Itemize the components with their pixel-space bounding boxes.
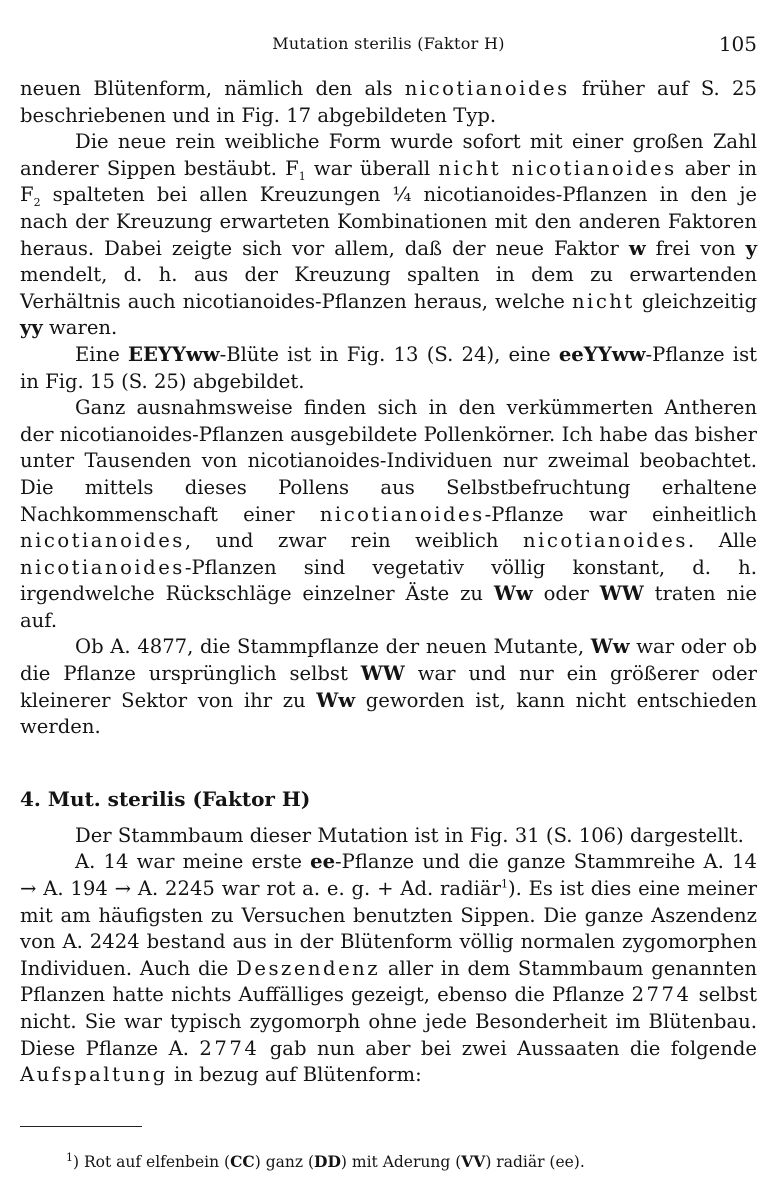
footnote-marker: 1 bbox=[66, 1150, 73, 1164]
paragraph-6: Der Stammbaum dieser Mutation ist in Fig. 31 (S. 106) dargestellt. bbox=[75, 823, 744, 847]
body-text bbox=[20, 76, 757, 1089]
paragraph-4: Ganz ausnahmsweise finden sich in den verkümmerten Antheren der nicotianoides-Pflanzen ausgebildete Pollenkörner. Ich habe das bisher unter Tausenden von nicotianoides-Individuen nur zweimal beobachtet. Die mittels dieses Pollens aus Selbstbefruchtung erhaltene Nachkommenschaft einer nicotianoides-Pflanze war einheitlich nicotianoides, und zwar rein weiblich nicotianoides. Alle nicotianoides-Pflanzen sind vegetativ völlig konstant, d. h. irgendwelche Rückschläge einzelner Äste zu Ww oder WW traten nie auf. bbox=[20, 396, 758, 632]
paragraph-3: Eine EEYYww-Blüte ist in Fig. 13 (S. 24), eine eeYYww-Pflanze ist in Fig. 15 (S. 25) abgebildet. bbox=[20, 342, 758, 393]
paragraph-2: Die neue rein weibliche Form wurde sofort mit einer großen Zahl anderer Sippen bestäubt. $F_1$ war überall nicht nicotianoides aber in $F_2$ spalteten bei allen Kreuzungen ¼ nicotianoides-Pflanzen in den je nach der Kreuzung erwarteten Kombinationen mit den anderen Faktoren heraus. Dabei zeigte sich vor allem, daß der neue Faktor w frei von y mendelt, d. h. aus der Kreuzung spalten in dem zu erwartenden Verhältnis auch nicotianoides-Pflanzen heraus, welche nicht gleichzeitig yy waren. bbox=[20, 130, 758, 340]
section-heading: 4. Mut. sterilis (Faktor H) bbox=[20, 786, 311, 811]
paragraph-1: neuen Blütenform, nämlich den als nicotianoides früher auf S. 25 beschriebenen und in Fig. 17 abgebildeten Typ. bbox=[20, 77, 757, 127]
paragraph-5: Ob A. 4877, die Stammpflanze der neuen Mutante, Ww war oder ob die Pflanze ursprünglich selbst WW war und nur ein größerer oder kleinerer Sektor von ihr zu Ww geworden ist, kann nicht entschieden werden. bbox=[20, 635, 757, 739]
footnote: $^1$) Rot auf elfenbein (CC) ganz (DD) mit Aderung (VV) radiär (ee). bbox=[66, 1150, 585, 1171]
footnote-ref: 1 bbox=[500, 877, 508, 891]
page-header-title: Mutation sterilis (Faktor H) bbox=[272, 34, 505, 53]
paragraph-7: A. 14 war meine erste ee-Pflanze und die ganze Stammreihe A. 14 → A. 194 → A. 2245 war rot a. e. g. + Ad. radiär$^1$). Es ist dies eine meiner mit am häufigsten zu Versuchen benutzten Sippen. Die ganze Aszendenz von A. 2424 bestand aus in der Blütenform völlig normalen zygomorphen Individuen. Auch die Deszendenz aller in dem Stammbaum genannten Pflanzen hatte nichts Auffälliges gezeigt, ebenso die Pflanze 2774 selbst nicht. Sie war typisch zygomorph ohne jede Besonderheit im Blütenbau. Diese Pflanze A. 2774 gab nun aber bei zwei Aussaaten die folgende Aufspaltung in bezug auf Blütenform: bbox=[20, 850, 758, 1087]
running-head bbox=[20, 30, 757, 60]
page-number: 105 bbox=[718, 32, 757, 56]
footnote-divider bbox=[20, 1126, 142, 1127]
